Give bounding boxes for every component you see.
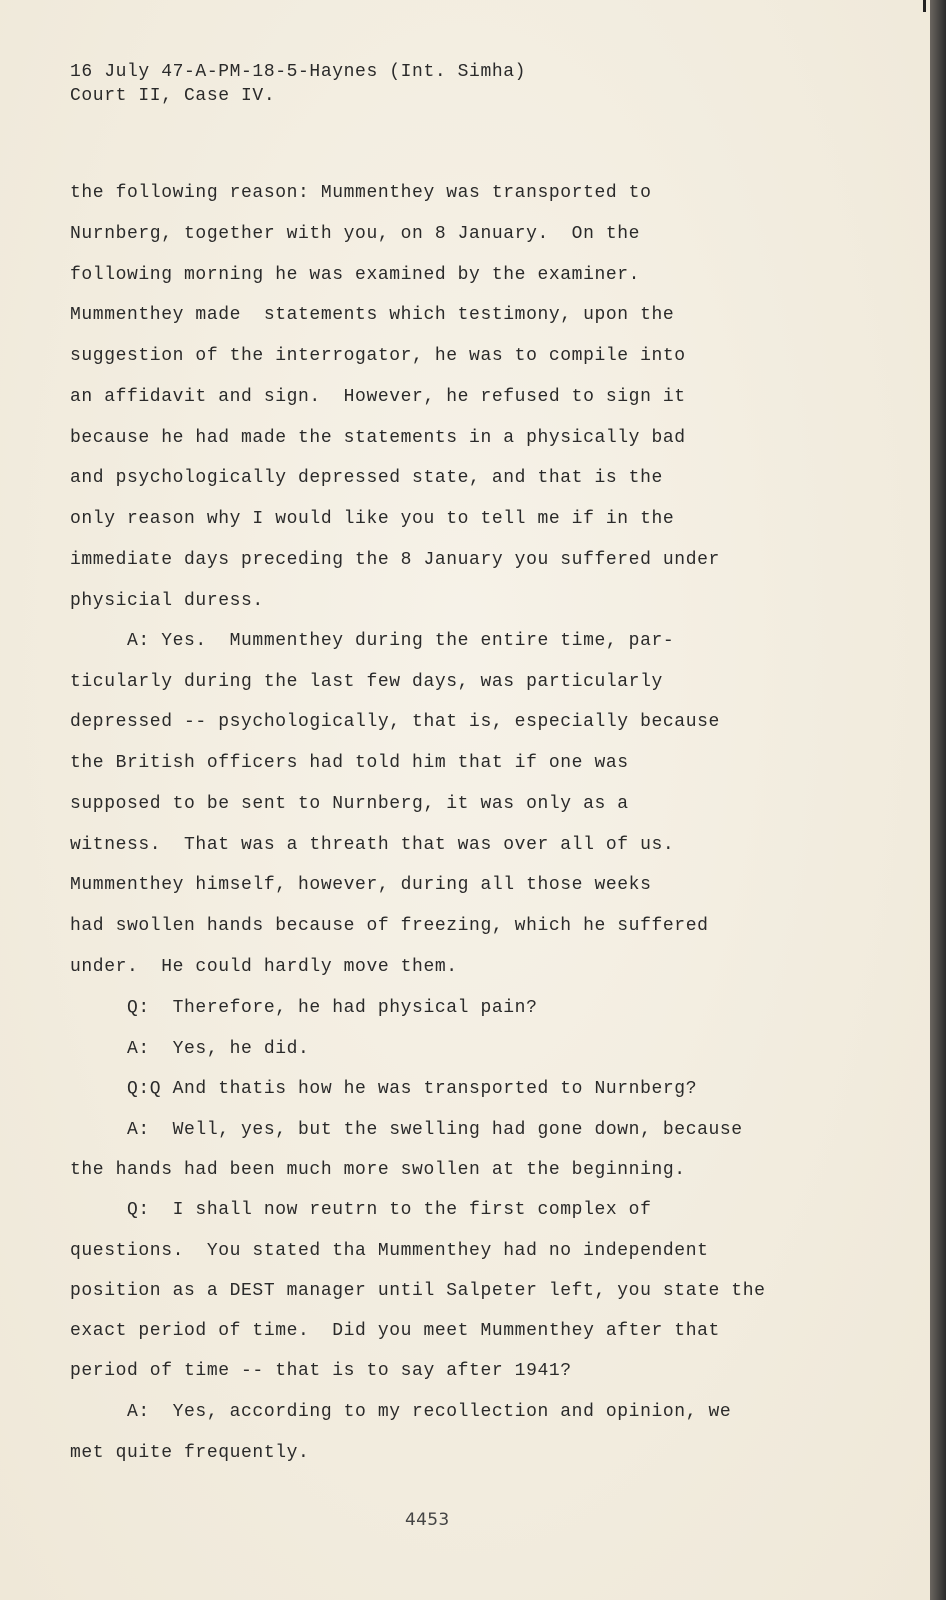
body-line: the following reason: Mummenthey was transported to	[70, 183, 652, 203]
body-line: physicial duress.	[70, 591, 264, 611]
body-line: A: Yes, according to my recollection and opinion, we	[70, 1402, 732, 1422]
body-line: questions. You stated tha Mummenthey had no independent	[70, 1241, 709, 1261]
body-line: Q: Therefore, he had physical pain?	[70, 998, 538, 1018]
body-line: supposed to be sent to Nurnberg, it was only as a	[70, 794, 629, 814]
body-line: depressed -- psychologically, that is, especially because	[70, 712, 720, 732]
body-line: immediate days preceding the 8 January you suffered under	[70, 550, 720, 570]
body-line: and psychologically depressed state, and that is the	[70, 468, 663, 488]
body-line: A: Yes. Mummenthey during the entire time, par-	[70, 631, 675, 651]
body-line: Mummenthey made statements which testimony, upon the	[70, 305, 675, 325]
body-line: Q:Q And thatis how he was transported to Nurnberg?	[70, 1079, 698, 1099]
body-line: Nurnberg, together with you, on 8 January. On the	[70, 224, 641, 244]
body-line: suggestion of the interrogator, he was to compile into	[70, 346, 686, 366]
body-line: the British officers had told him that if one was	[70, 753, 629, 773]
body-line: witness. That was a threath that was over all of us.	[70, 835, 675, 855]
body-line: Mummenthey himself, however, during all those weeks	[70, 875, 652, 895]
body-line: ticularly during the last few days, was particularly	[70, 672, 663, 692]
body-line: Q: I shall now reutrn to the first complex of	[70, 1200, 652, 1220]
page-edge-shadow	[930, 0, 946, 1600]
body-line: A: Yes, he did.	[70, 1039, 310, 1059]
header-line-1: 16 July 47-A-PM-18-5-Haynes (Int. Simha)	[70, 62, 527, 82]
page-number: 4453	[405, 1510, 450, 1530]
body-line: met quite frequently.	[70, 1443, 310, 1463]
staple-mark	[923, 0, 926, 12]
body-line: exact period of time. Did you meet Mummenthey after that	[70, 1321, 720, 1341]
body-line: period of time -- that is to say after 1941?	[70, 1361, 572, 1381]
body-line: A: Well, yes, but the swelling had gone down, because	[70, 1120, 743, 1140]
body-line: following morning he was examined by the examiner.	[70, 265, 641, 285]
body-line: an affidavit and sign. However, he refused to sign it	[70, 387, 686, 407]
body-line: under. He could hardly move them.	[70, 957, 458, 977]
body-line: because he had made the statements in a physically bad	[70, 428, 686, 448]
body-line: had swollen hands because of freezing, which he suffered	[70, 916, 709, 936]
header-line-2: Court II, Case IV.	[70, 86, 276, 106]
body-line: only reason why I would like you to tell me if in the	[70, 509, 675, 529]
body-line: position as a DEST manager until Salpeter left, you state the	[70, 1281, 766, 1301]
body-line: the hands had been much more swollen at the beginning.	[70, 1160, 686, 1180]
